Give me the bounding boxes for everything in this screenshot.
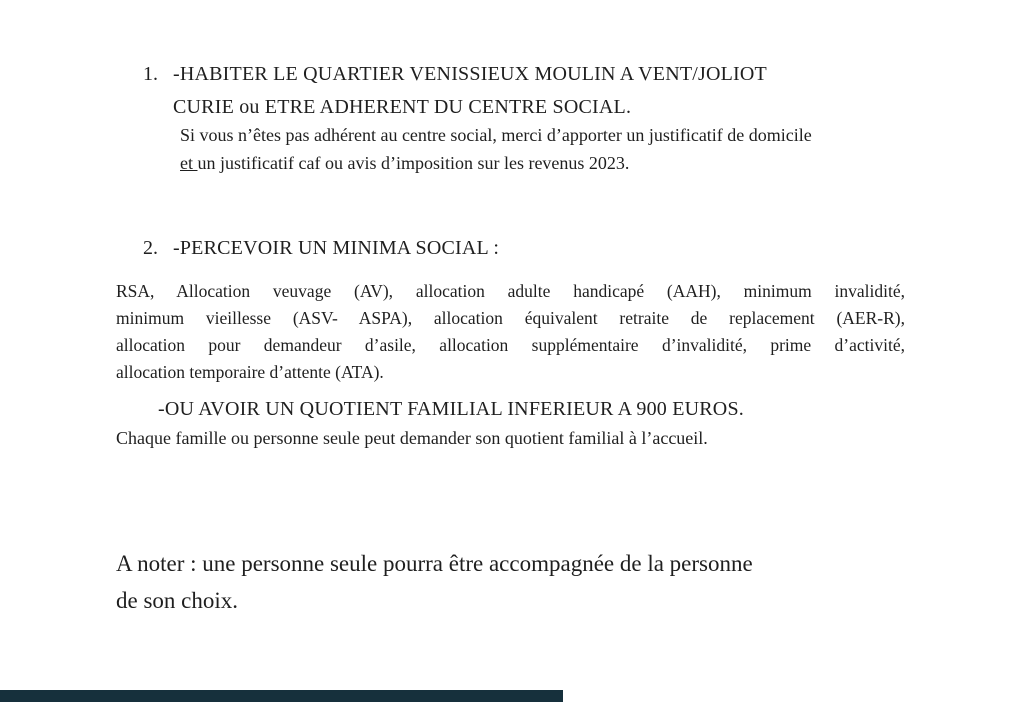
item-1-note-line-2	[180, 150, 812, 178]
item-1-body	[173, 58, 915, 124]
item-2-heading: -PERCEVOIR UN MINIMA SOCIAL :	[173, 237, 500, 259]
item-1-heading-line-1: -HABITER LE QUARTIER VENISSIEUX MOULIN A VENT/JOLIOT	[173, 63, 767, 85]
item-2-body	[173, 232, 915, 265]
item-2-number: 2.	[143, 237, 158, 259]
item-1-heading-line-2: CURIE ou ETRE ADHERENT DU CENTRE SOCIAL.	[173, 96, 632, 118]
list-item-1	[143, 58, 915, 124]
footer-note	[116, 545, 753, 619]
footer-note-line-1: A noter : une personne seule pourra être accompagnée de la personne	[116, 551, 753, 576]
benefits-paragraph-line: minimum vieillesse (ASV- ASPA), allocation équivalent retraite de replacement (AER-R),	[116, 308, 905, 328]
benefits-paragraph-line: RSA, Allocation veuvage (AV), allocation adulte handicapé (AAH), minimum invalidité,	[116, 281, 905, 301]
bottom-bar	[0, 690, 563, 702]
item-1-note-line-2-rest: un justificatif caf ou avis d’imposition sur les revenus 2023.	[197, 152, 630, 173]
benefits-paragraph-line: allocation temporaire d’attente (ATA).	[116, 362, 384, 382]
item-1-note-line-1: Si vous n’êtes pas adhérent au centre social, merci d’apporter un justificatif de domicile	[180, 125, 812, 145]
quotient-subnote: Chaque famille ou personne seule peut demander son quotient familial à l’accueil.	[116, 428, 708, 448]
benefits-paragraph	[116, 278, 905, 386]
footer-note-line-2: de son choix.	[116, 588, 239, 613]
list-item-2	[143, 232, 915, 265]
quotient-subheading: -OU AVOIR UN QUOTIENT FAMILIAL INFERIEUR A 900 EUROS.	[158, 398, 744, 420]
underlined-et: et	[180, 152, 198, 173]
benefits-paragraph-line: allocation pour demandeur d’asile, allocation supplémentaire d’invalidité, prime d’activité,	[116, 335, 905, 355]
item-1-note	[180, 122, 812, 177]
item-1-number: 1.	[143, 63, 158, 85]
